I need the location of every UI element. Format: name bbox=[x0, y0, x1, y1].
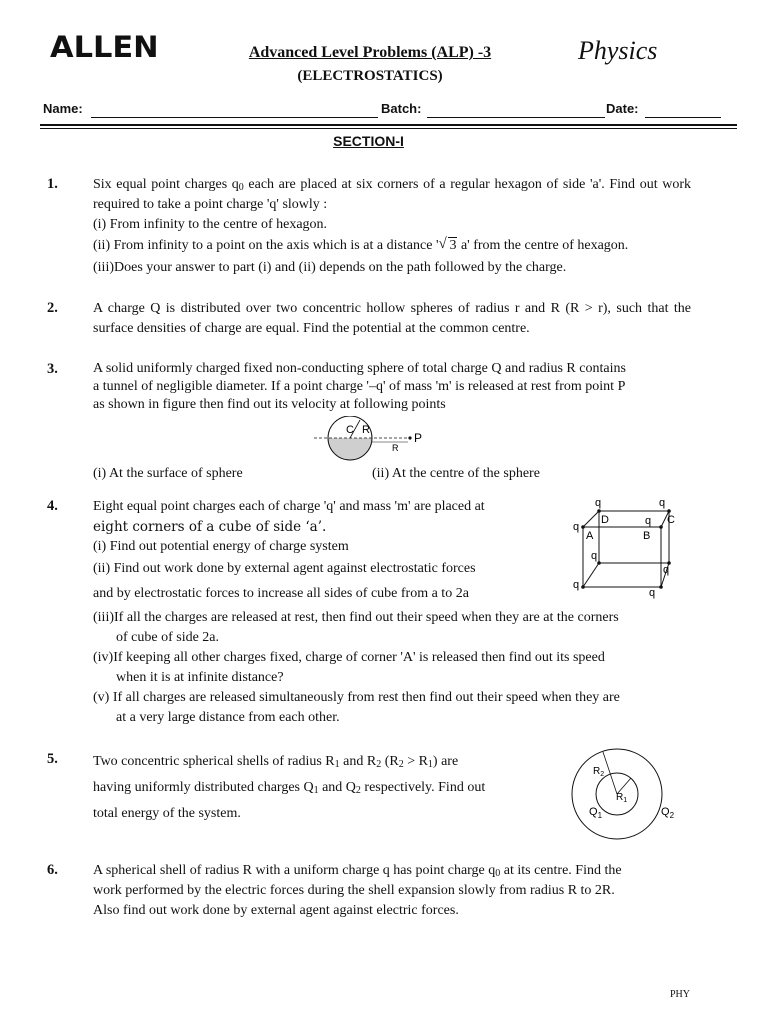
question-3-part-ii: (ii) At the centre of the sphere bbox=[372, 466, 540, 481]
label-q-mid: q bbox=[591, 550, 598, 562]
batch-label: Batch: bbox=[381, 101, 422, 116]
label-c: C bbox=[667, 514, 675, 526]
label-d: D bbox=[601, 514, 609, 526]
label-q1: $Q_1$ bbox=[589, 806, 603, 820]
sphere-tunnel-figure bbox=[310, 416, 430, 466]
label-q-right: q bbox=[663, 564, 670, 576]
question-4-part-iv-b: when it is at infinite distance? bbox=[116, 670, 284, 685]
label-b: B bbox=[643, 530, 651, 542]
date-field-line bbox=[645, 117, 721, 118]
question-5-number: 5. bbox=[47, 751, 58, 767]
question-1-intro: Six equal point charges $q_0$ each are placed at six corners of a regular hexagon of side 'a'. Find out work required to take a point charge 'q' slowly : bbox=[93, 177, 691, 212]
label-r-distance: R bbox=[392, 443, 399, 453]
question-4-part-ii-a: (ii) Find out work done by external agent against electrostatic forces bbox=[93, 561, 476, 576]
question-4-upper bbox=[93, 497, 541, 604]
question-4-line-1: Eight equal point charges each of charge 'q' and mass 'm' are placed at bbox=[93, 499, 485, 514]
section-heading: SECTION-I bbox=[333, 133, 404, 149]
label-a: A bbox=[586, 530, 594, 542]
question-4-lower bbox=[93, 608, 693, 728]
label-r1: $R_1$ bbox=[616, 792, 628, 804]
date-label: Date: bbox=[606, 101, 639, 116]
question-1-part-ii: (ii) From infinity to a point on the axis which is at a distance ' √ 3 a' from the centre of hexagon. bbox=[93, 236, 691, 256]
sphere-lower-half bbox=[328, 438, 372, 460]
question-1-part-iii: (iii)Does your answer to part (i) and (ii) depends on the path followed by the charge. bbox=[93, 260, 567, 275]
label-q-top-right: q bbox=[659, 497, 666, 509]
question-5 bbox=[93, 749, 539, 827]
name-field-line bbox=[91, 117, 378, 118]
cube-back-face bbox=[599, 511, 669, 563]
label-q2: $Q_2$ bbox=[661, 806, 675, 820]
header-divider-thin bbox=[40, 128, 737, 129]
label-c: C bbox=[346, 424, 354, 436]
sqrt-symbol: √ 3 bbox=[438, 236, 457, 253]
batch-field-line bbox=[427, 117, 605, 118]
question-6 bbox=[93, 861, 691, 921]
question-4-part-v-b: at a very large distance from each other. bbox=[116, 710, 340, 725]
question-6-number: 6. bbox=[47, 862, 58, 878]
question-3-line-2: a tunnel of negligible diameter. If a point charge '–q' of mass 'm' is released at rest from point P bbox=[93, 379, 626, 394]
question-1-number: 1. bbox=[47, 176, 58, 192]
question-4-part-iii-a: (iii)If all the charges are released at rest, then find out their speed when they are at the corners bbox=[93, 610, 619, 625]
page-footer: PHY bbox=[670, 989, 691, 1000]
question-3-line-1: A solid uniformly charged fixed non-conducting sphere of total charge Q and radius R contains bbox=[93, 361, 626, 376]
cube-figure bbox=[565, 495, 685, 599]
question-4-part-i: (i) Find out potential energy of charge system bbox=[93, 539, 349, 554]
label-p: P bbox=[414, 431, 423, 445]
question-4-part-iii-b: of cube of side 2a. bbox=[116, 630, 220, 645]
question-6-line-3: Also find out work done by external agent against electric forces. bbox=[93, 903, 459, 918]
label-q-bottom: q bbox=[649, 587, 656, 599]
question-3-number: 3. bbox=[47, 361, 58, 377]
question-3 bbox=[93, 360, 693, 414]
point-p-dot bbox=[408, 436, 411, 439]
question-6-line-1: A spherical shell of radius R with a uniform charge q has point charge $q_0$ at its centre. Find the bbox=[93, 863, 622, 879]
document-title: Advanced Level Problems (ALP) -3 bbox=[248, 44, 492, 61]
question-3-part-i: (i) At the surface of sphere bbox=[93, 466, 243, 481]
document-subtitle: (ELECTROSTATICS) bbox=[297, 68, 443, 84]
question-5-line-2: having uniformly distributed charges $Q_1$ and $Q_2$ respectively. Find out bbox=[93, 780, 486, 796]
question-4-part-v-a: (v) If all charges are released simultaneously from rest then find out their speed when they are bbox=[93, 690, 620, 705]
label-q-bottom-left: q bbox=[573, 579, 580, 591]
question-4-number: 4. bbox=[47, 498, 58, 514]
concentric-shells-figure bbox=[565, 747, 685, 847]
allen-logo: ALLEN bbox=[50, 30, 159, 64]
question-1 bbox=[93, 175, 691, 278]
name-label: Name: bbox=[43, 101, 83, 116]
question-1-part-i: (i) From infinity to the centre of hexagon. bbox=[93, 217, 328, 232]
label-r: R bbox=[362, 424, 370, 436]
label-r2: $R_2$ bbox=[593, 766, 605, 778]
subject-label: Physics bbox=[578, 36, 658, 65]
header-divider-thick bbox=[40, 124, 737, 126]
question-3-line-3: as shown in figure then find out its velocity at following points bbox=[93, 397, 446, 412]
question-4-part-iv-a: (iv)If keeping all other charges fixed, charge of corner 'A' is released then find out its speed bbox=[93, 650, 605, 665]
question-5-line-3: total energy of the system. bbox=[93, 806, 241, 821]
question-2-text: A charge Q is distributed over two concentric hollow spheres of radius r and R (R > r), such that the surface densities of charge are equal. Find the potential at the common centre. bbox=[93, 301, 691, 336]
question-4-line-2: eight corners of a cube of side ‘a’. bbox=[93, 519, 327, 535]
question-5-line-1: Two concentric spherical shells of radius $R_1$ and $R_2$ $(R_2 > R_1)$ are bbox=[93, 754, 459, 770]
question-6-line-2: work performed by the electric forces during the shell expansion slowly from radius R to 2R. bbox=[93, 883, 615, 898]
label-q-b: q bbox=[645, 515, 652, 527]
question-2-number: 2. bbox=[47, 300, 58, 316]
question-4-part-ii-b: and by electrostatic forces to increase all sides of cube from a to 2a bbox=[93, 586, 469, 601]
label-q-top-left: q bbox=[595, 497, 602, 509]
label-q-a: q bbox=[573, 521, 580, 533]
